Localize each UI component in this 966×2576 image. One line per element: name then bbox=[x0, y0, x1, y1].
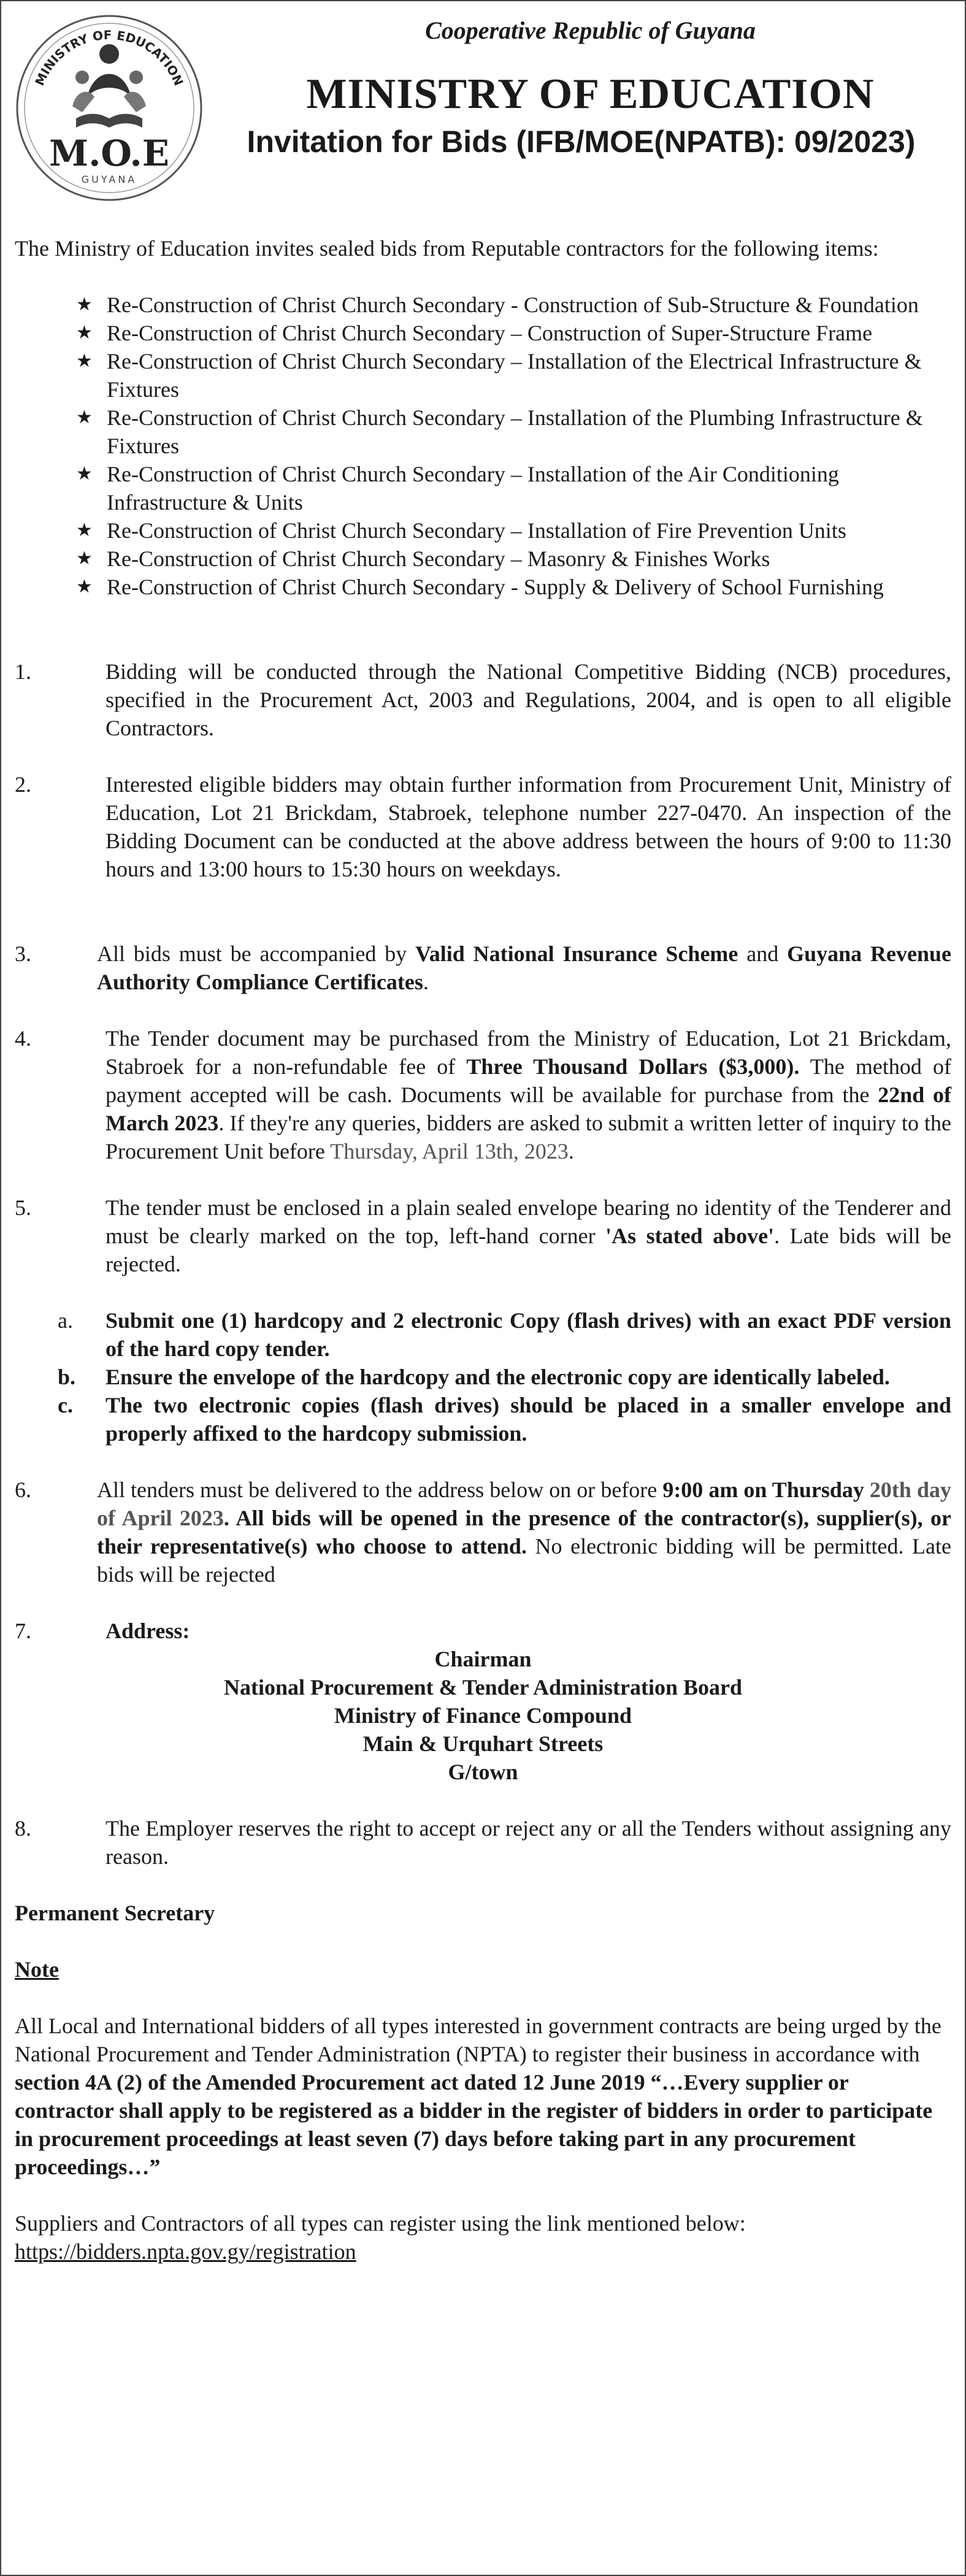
notice-body bbox=[15, 234, 951, 2294]
address-line: G/town bbox=[448, 1760, 518, 1784]
sub-item-a bbox=[15, 1306, 951, 1363]
sub-text: The two electronic copies (flash drives) should be placed in a smaller envelope and properly affixed to the hardcopy submission. bbox=[105, 1393, 951, 1446]
address-block bbox=[15, 1645, 951, 1786]
gra-requirement: Guyana Revenue Authority Compliance Certificates bbox=[97, 941, 952, 994]
sub-letter: c. bbox=[58, 1393, 73, 1417]
sub-letter: a. bbox=[58, 1308, 73, 1333]
registration-link[interactable]: https://bidders.npta.gov.gy/registration bbox=[15, 2239, 356, 2264]
star-bullet-icon: ★ bbox=[76, 519, 93, 541]
clause-number: 3. bbox=[15, 941, 31, 966]
clause-number: 4. bbox=[15, 1026, 31, 1051]
registration-text: Suppliers and Contractors of all types can register using the link mentioned below: bbox=[15, 2211, 746, 2236]
clause-text: All bids must be accompanied by Valid National Insurance Scheme and Guyana Revenue Authority Compliance Certificates. bbox=[97, 941, 952, 994]
star-bullet-icon: ★ bbox=[76, 576, 93, 597]
clause-number: 6. bbox=[15, 1478, 31, 1502]
moe-logo-emblem bbox=[9, 5, 210, 201]
list-item: ★ Re-Construction of Christ Church Secondary – Installation of the Plumbing Infrastructure & Fixtures bbox=[76, 404, 951, 460]
clause-number: 5. bbox=[15, 1195, 31, 1220]
star-bullet-icon: ★ bbox=[76, 294, 93, 315]
list-item: ★ Re-Construction of Christ Church Secondary – Installation of the Air Conditioning Infrastructure & Units bbox=[76, 460, 951, 516]
address-line: National Procurement & Tender Administration Board bbox=[223, 1675, 743, 1700]
note-text: All Local and International bidders of all types interested in government contracts are being urged by the National Procurement and Tender Administration (NPTA) to register their business in accordance with section 4A (2) of the Amended Procurement act dated 12 June 2019 “…Every supplier or contractor shall apply to be registered as a bidder in the register of bidders in order to participate in procurement proceedings at least seven (7) days before taking part in any procurement proceedings…” bbox=[15, 2014, 941, 2179]
clause-4 bbox=[15, 1024, 951, 1165]
submission-time: 9:00 am on Thursday bbox=[662, 1478, 870, 1502]
figure-head-icon bbox=[99, 44, 119, 64]
star-bullet-icon: ★ bbox=[76, 322, 93, 343]
star-bullet-icon: ★ bbox=[76, 463, 93, 485]
logo-sub-text: GUYANA bbox=[81, 174, 137, 185]
clause-7 bbox=[15, 1617, 951, 1645]
marking-instruction: 'As stated above' bbox=[605, 1224, 775, 1248]
clause-5-sublist bbox=[15, 1306, 951, 1447]
opening-statement: . All bids will be opened in the presence of the contractor(s), supplier(s), or their representative(s) who choose to attend. bbox=[97, 1506, 951, 1558]
logo-moe-text: M.O.E bbox=[49, 132, 169, 174]
clause-text: The Tender document may be purchased from the Ministry of Education, Lot 21 Brickdam, Stabroek for a non-refundable fee of Three Thousand Dollars ($3,000). The method of payment accepted will be cash. Documents will be available for purchase from the 22nd of March 2023. If they're any queries, bidders are asked to submit a written letter of inquiry to the Procurement Unit before Thursday, April 13th, 2023. bbox=[105, 1026, 952, 1163]
signoff: Permanent Secretary bbox=[15, 1901, 215, 1925]
address-line: Ministry of Finance Compound bbox=[334, 1703, 632, 1728]
note-heading: Note bbox=[15, 1957, 59, 1982]
clause-text: Interested eligible bidders may obtain further information from Procurement Unit, Ministry of Education, Lot 21 Brickdam, Stabroek, telephone number 227-0470. An inspection of the Bidding Document can be conducted at the above address between the hours of 9:00 to 11:30 hours and 13:00 hours to 15:30 hours on weekdays. bbox=[105, 772, 951, 881]
clause-text: All tenders must be delivered to the address below on or before 9:00 am on Thursday 20th day of April 2023. All bids will be opened in the presence of the contractor(s), supplier(s), or their representative(s) who choose to attend. No electronic bidding will be permitted. Late bids will be rejected bbox=[97, 1478, 952, 1587]
sub-item-c bbox=[15, 1391, 951, 1447]
star-bullet-icon: ★ bbox=[76, 548, 93, 569]
ifb-title: Invitation for Bids (IFB/MOE(NPATB): 09/2023) bbox=[247, 125, 916, 159]
clause-number: 8. bbox=[15, 1816, 31, 1841]
nis-requirement: Valid National Insurance Scheme bbox=[415, 941, 738, 966]
availability-date: 22nd of March 2023 bbox=[105, 1083, 952, 1135]
logo-arc-text: MINISTRY OF EDUCATION bbox=[32, 27, 186, 88]
inquiry-deadline: Thursday, April 13th, 2023 bbox=[330, 1139, 569, 1163]
moe-logo bbox=[9, 5, 210, 201]
clause-text: The Employer reserves the right to accept or reject any or all the Tenders without assigning any reason. bbox=[105, 1816, 951, 1869]
registration-info bbox=[15, 2209, 951, 2266]
star-bullet-icon: ★ bbox=[76, 407, 93, 428]
clause-2 bbox=[15, 770, 951, 883]
address-label: Address: bbox=[105, 1619, 190, 1643]
tender-fee: Three Thousand Dollars ($3,000). bbox=[466, 1054, 800, 1079]
list-item: ★ Re-Construction of Christ Church Secondary - Supply & Delivery of School Furnishing bbox=[76, 573, 951, 601]
items-list bbox=[15, 291, 951, 601]
list-item: ★ Re-Construction of Christ Church Secondary – Installation of Fire Prevention Units bbox=[76, 516, 951, 545]
note-legal-quote: section 4A (2) of the Amended Procurement act dated 12 June 2019 “…Every supplier or contractor shall apply to be registered as a bidder in the register of bidders in order to participate in procurement proceedings at least seven (7) days before taking part in any procurement proceedings…” bbox=[15, 2070, 933, 2179]
submission-date: 20th day of April 2023 bbox=[97, 1478, 952, 1530]
clause-number: 2. bbox=[15, 772, 31, 797]
clause-text: The tender must be enclosed in a plain sealed envelope bearing no identity of the Tenderer and must be clearly marked on the top, left-hand corner 'As stated above'. Late bids will be rejected. bbox=[105, 1195, 951, 1276]
address-line: Chairman bbox=[434, 1647, 532, 1671]
clause-8 bbox=[15, 1814, 951, 1871]
sub-item-b bbox=[15, 1363, 951, 1391]
republic-title: Cooperative Republic of Guyana bbox=[425, 17, 756, 44]
sub-text: Submit one (1) hardcopy and 2 electronic Copy (flash drives) with an exact PDF version of the hard copy tender. bbox=[105, 1308, 951, 1361]
list-item: ★ Re-Construction of Christ Church Secondary – Construction of Super-Structure Frame bbox=[76, 319, 951, 347]
address-line: Main & Urquhart Streets bbox=[362, 1731, 604, 1756]
clause-text: Bidding will be conducted through the National Competitive Bidding (NCB) procedures, specified in the Procurement Act, 2003 and Regulations, 2004, and is open to all eligible Contractors. bbox=[105, 659, 951, 740]
sub-letter: b. bbox=[58, 1365, 76, 1389]
clause-3 bbox=[15, 940, 951, 996]
clause-1 bbox=[15, 657, 951, 742]
clause-6 bbox=[15, 1476, 951, 1589]
list-item: ★ Re-Construction of Christ Church Secondary - Construction of Sub-Structure & Foundation bbox=[76, 291, 951, 319]
clause-5 bbox=[15, 1194, 951, 1278]
sub-text: Ensure the envelope of the hardcopy and the electronic copy are identically labeled. bbox=[105, 1365, 890, 1389]
list-item: ★ Re-Construction of Christ Church Secondary – Installation of the Electrical Infrastructure & Fixtures bbox=[76, 347, 951, 404]
clause-number: 7. bbox=[15, 1619, 31, 1643]
star-bullet-icon: ★ bbox=[76, 350, 93, 372]
clause-number: 1. bbox=[15, 659, 31, 684]
list-item: ★ Re-Construction of Christ Church Secondary – Masonry & Finishes Works bbox=[76, 545, 951, 573]
intro-text: The Ministry of Education invites sealed bids from Reputable contractors for the following items: bbox=[15, 236, 879, 261]
ministry-title: MINISTRY OF EDUCATION bbox=[306, 71, 875, 118]
